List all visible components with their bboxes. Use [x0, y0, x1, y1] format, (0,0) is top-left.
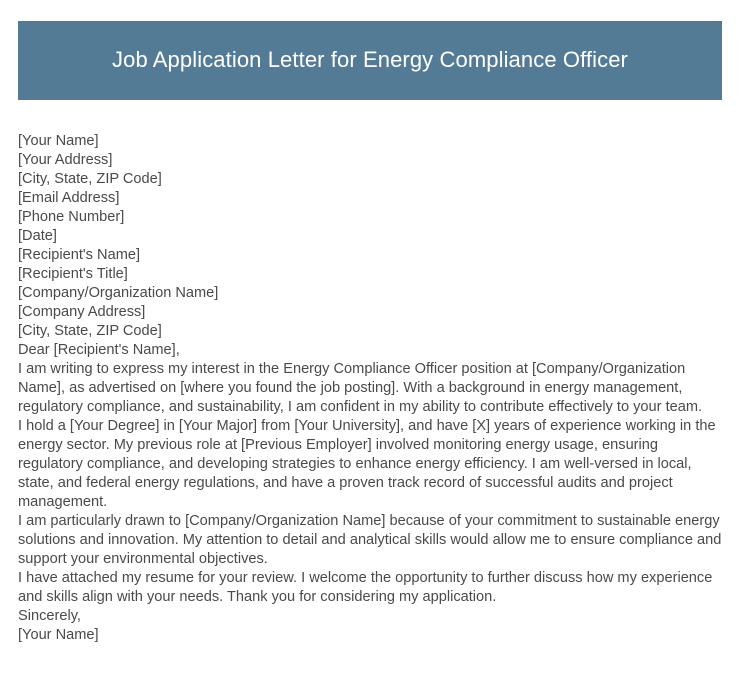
salutation-line: Dear [Recipient's Name], — [18, 342, 180, 358]
document-header-banner — [18, 21, 722, 100]
sender-phone-line: [Phone Number] — [18, 209, 125, 225]
sender-city-state-zip-line: [City, State, ZIP Code] — [18, 171, 162, 187]
body-paragraph-3: I am particularly drawn to [Company/Organization Name] because of your commitment to sustainable energy solutions and innovation. My attention to detail and analytical skills would allow me to ensure compliance and support your environmental objectives. — [18, 513, 722, 567]
date-line: [Date] — [18, 228, 57, 244]
recipient-title-line: [Recipient's Title] — [18, 266, 128, 282]
recipient-address-line: [Company Address] — [18, 304, 146, 320]
sender-email-line: [Email Address] — [18, 190, 120, 206]
signature-name-line: [Your Name] — [18, 627, 99, 643]
recipient-name-line: [Recipient's Name] — [18, 247, 141, 263]
body-paragraph-2: I hold a [Your Degree] in [Your Major] from [Your University], and have [X] years of experience working in the energy sector. My previous role at [Previous Employer] involved monitoring energy usage, ensuring regulatory compliance, and developing strategies to enhance energy efficiency. I am well-versed in local, state, and federal energy regulations, and have a proven track record of successful audits and project management. — [18, 418, 716, 510]
closing-line: Sincerely, — [18, 608, 81, 624]
recipient-city-state-zip-line: [City, State, ZIP Code] — [18, 323, 162, 339]
body-paragraph-4: I have attached my resume for your review. I welcome the opportunity to further discuss how my experience and skills align with your needs. Thank you for considering my application. — [18, 570, 713, 605]
letter-body — [18, 132, 722, 645]
sender-name-line: [Your Name] — [18, 133, 99, 149]
recipient-company-line: [Company/Organization Name] — [18, 285, 219, 301]
body-paragraph-1: I am writing to express my interest in the Energy Compliance Officer position at [Company/Organization Name], as advertised on [where you found the job posting]. With a background in energy management, regulatory compliance, and sustainability, I am confident in my ability to contribute effectively to your team. — [18, 361, 703, 415]
document-title: Job Application Letter for Energy Compliance Officer — [112, 47, 628, 73]
sender-address-line: [Your Address] — [18, 152, 113, 168]
